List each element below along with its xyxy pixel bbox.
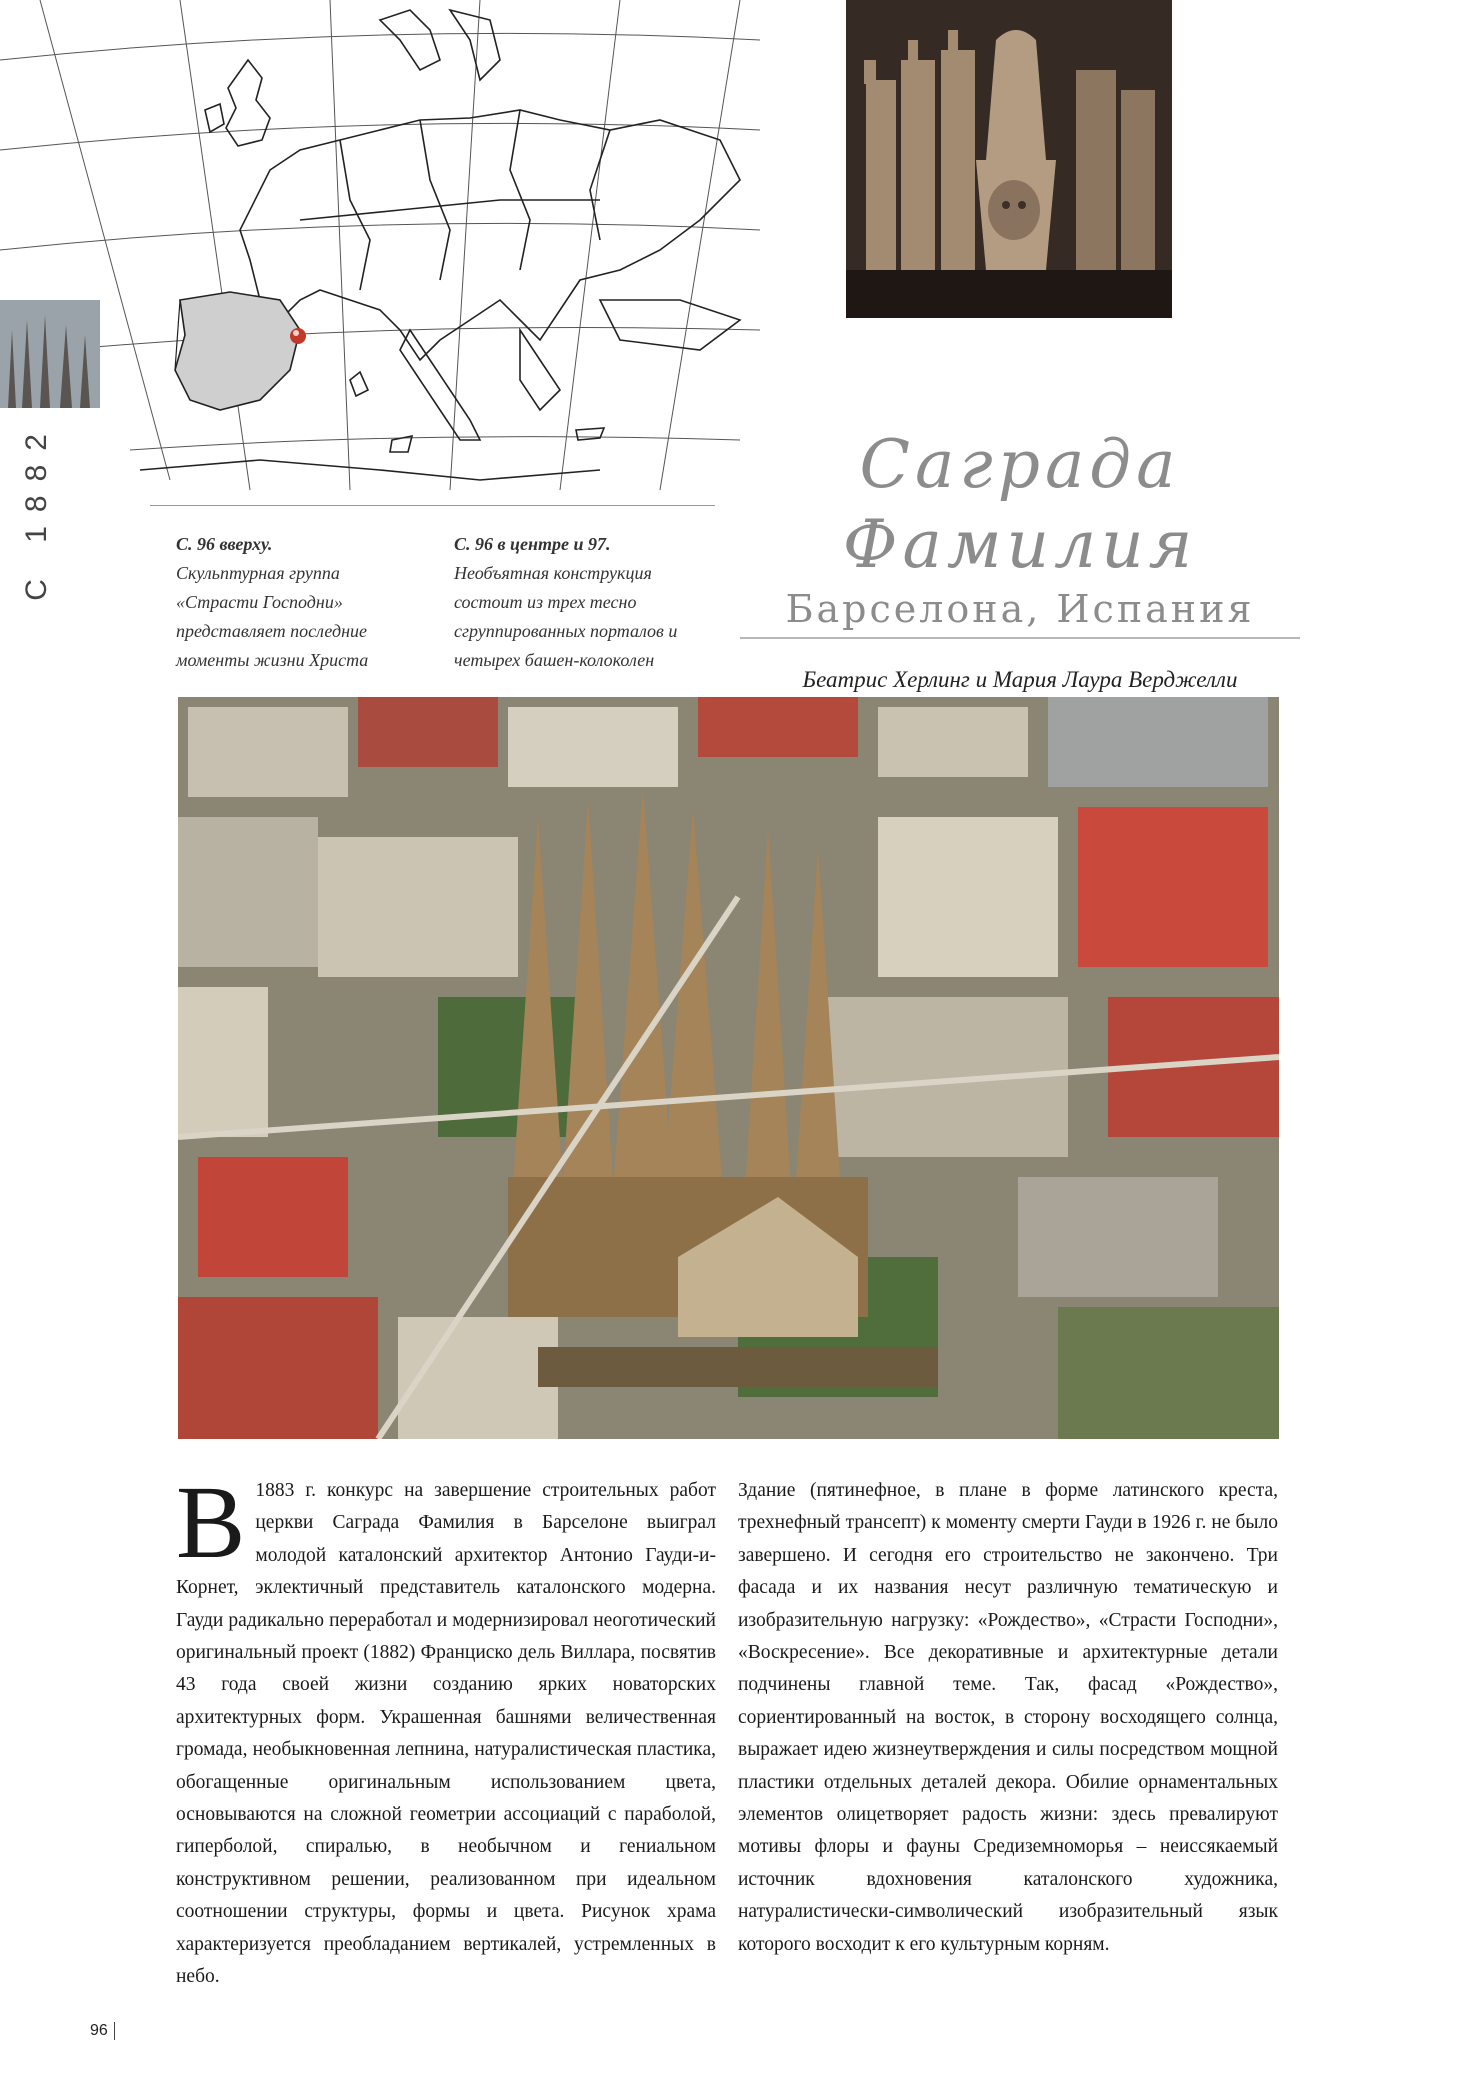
title-location: Барселона, Испания — [740, 587, 1300, 639]
caption-left-title: С. 96 вверху. — [176, 534, 273, 554]
caption-right — [454, 530, 724, 675]
caption-right-text: Необъятная конструкция состоит из трех тесно сгруппированных порталов и четырех башен-колоколен — [454, 563, 678, 670]
title-line-2: Фамилия — [842, 506, 1198, 583]
page-number: 96 — [90, 2022, 115, 2040]
body-text-left: 1883 г. конкурс на завершение строительных работ церкви Саграда Фамилия в Барселоне выиграл молодой каталонский архитектор Антонио Гауди-и-Корнет, эклектичный представитель каталонского модерна. Гауди радикально переработал и модернизировал неоготический оригинальный проект (1882) Франциско дель Виллара, посвятив 43 года своей жизни созданию ярких новаторских архитектурных форм. Украшенная башнями величественная громада, необыкновенная лепнина, натуралистическая пластика, обогащенные оригинальным использованием цвета, основываются на сложной геометрии ассоциаций с параболой, гиперболой, спиралью, в необычном и гениальном конструктивном решении, реализованном при идеальном соотношении структуры, формы и цвета. Рисунок храма характеризуется преобладанием вертикалей, устремленных в небо. — [176, 1480, 716, 1988]
body-column-left — [176, 1465, 716, 1994]
caption-left — [176, 530, 426, 675]
caption-rule — [150, 505, 715, 506]
caption-left-text: Скульптурная группа «Страсти Господни» представляет последние моменты жизни Христа — [176, 563, 369, 670]
side-year-label: С 1882 — [20, 420, 53, 601]
body-column-right — [738, 1475, 1278, 1961]
title-line-1: Саграда — [859, 426, 1181, 503]
body-text-right: Здание (пятинефное, в плане в форме латинского креста, трехнефный трансепт) к моменту смерти Гауди в 1926 г. не было завершено. И сегодня его строительство не закончено. Три фасада и их названия несут различную тематическую и изобразительную нагрузку: «Рождество», «Страсти Господни», «Воскресение». Все декоративные и архитектурные детали подчинены главной теме. Так, фасад «Рождество», сориентированный на восток, в сторону восходящего солнца, выражает идею жизнеутверждения и силы посредством мощной пластики отдельных деталей декора. Обилие орнаментальных элементов олицетворяет радость жизни: здесь превалируют мотивы флоры и фауны Средиземноморья – неиссякаемый источник вдохновения каталонского художника, натуралистически-символический изобразительный язык которого восходит к его культурным корням. — [738, 1480, 1278, 1955]
aerial-cathedral-photo — [178, 697, 1279, 1439]
article-authors: Беатрис Херлинг и Мария Лаура Верджелли — [802, 667, 1238, 692]
passion-sculpture-photo — [846, 0, 1172, 318]
barcelona-marker — [290, 328, 306, 344]
article-title-block — [740, 425, 1300, 693]
side-tower-thumbnail — [0, 300, 100, 408]
caption-right-title: С. 96 в центре и 97. — [454, 534, 611, 554]
drop-cap: В — [176, 1465, 246, 1580]
europe-map — [0, 0, 760, 500]
